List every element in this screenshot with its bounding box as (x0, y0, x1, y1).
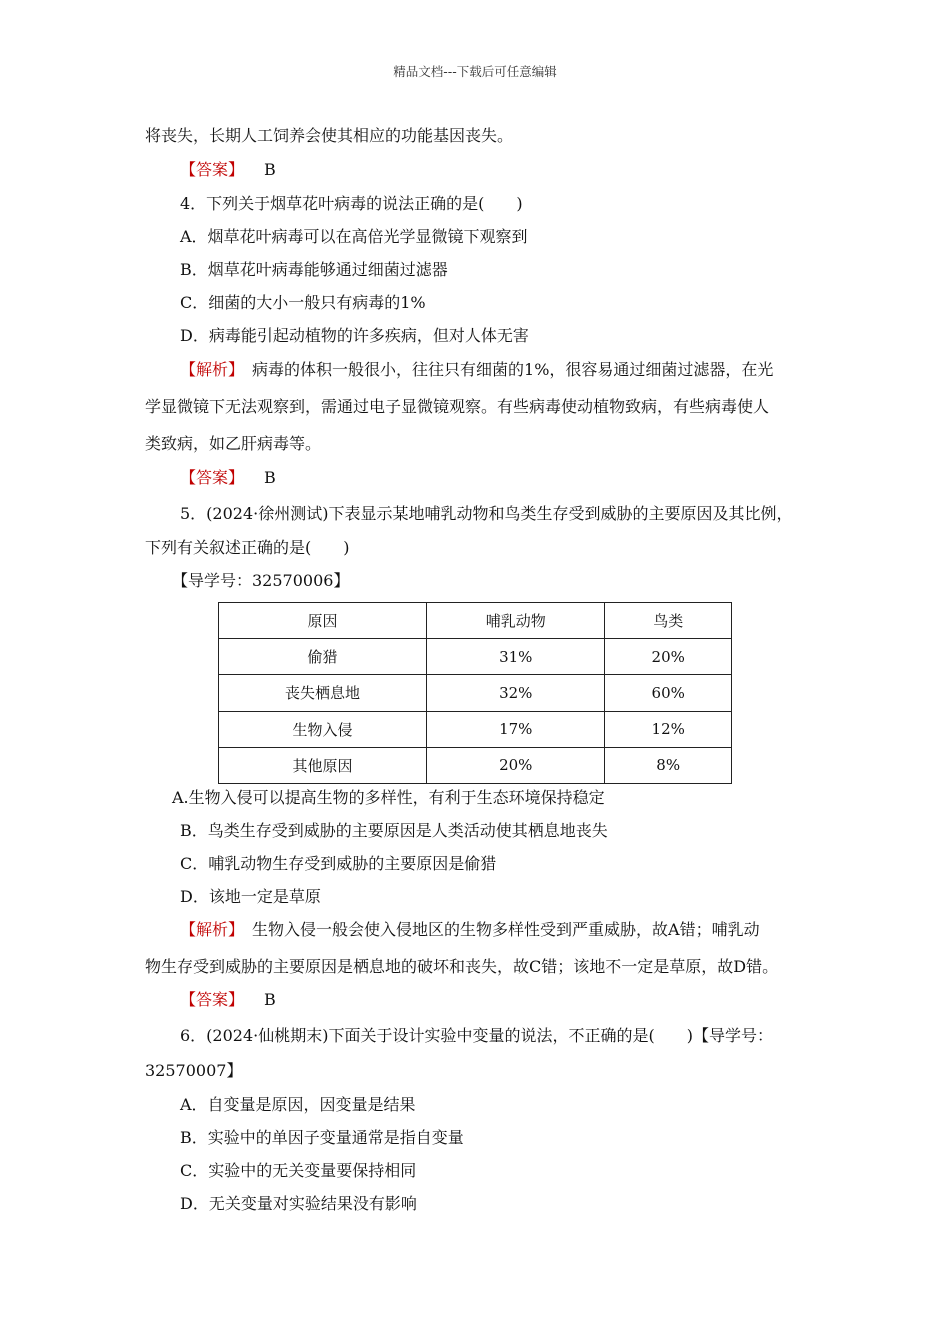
q5-option-b: B．鸟类生存受到威胁的主要原因是人类活动使其栖息地丧失 (180, 821, 608, 840)
q4-analysis-line-1 (180, 360, 773, 380)
q6-option-a: A．自变量是原因，因变量是结果 (180, 1095, 416, 1114)
q5-option-c: C．哺乳动物生存受到威胁的主要原因是偷猎 (180, 854, 497, 873)
answer-row-q3 (180, 160, 276, 180)
analysis-text: 病毒的体积一般很小，往往只有细菌的1%，很容易通过细菌过滤器，在光 (252, 360, 774, 379)
page-header: 精品文档---下载后可任意编辑 (393, 64, 557, 79)
analysis-text: 生物入侵一般会使入侵地区的生物多样性受到严重威胁，故A错；哺乳动 (252, 920, 760, 939)
guide-number: 【导学号：32570006】 (172, 571, 350, 590)
answer-label: 【答案】 (180, 160, 245, 179)
answer-label: 【答案】 (180, 990, 245, 1009)
question-6-line-1: 6．(2024·仙桃期末)下面关于设计实验中变量的说法，不正确的是( )【导学号： (180, 1026, 773, 1045)
q5-option-a: A.生物入侵可以提高生物的多样性，有利于生态环境保持稳定 (172, 788, 605, 807)
q4-analysis-line-3: 类致病，如乙肝病毒等。 (145, 434, 322, 453)
threat-table (218, 602, 732, 784)
question-6-line-2: 32570007】 (145, 1061, 243, 1080)
table-cell: 31% (427, 639, 605, 675)
table-cell: 12% (605, 711, 732, 747)
answer-value: B (264, 160, 276, 179)
table-cell: 20% (427, 747, 605, 783)
answer-value: B (264, 990, 276, 1009)
q6-option-d: D．无关变量对实验结果没有影响 (180, 1194, 417, 1213)
table-header-row (219, 603, 732, 639)
q4-option-a: A．烟草花叶病毒可以在高倍光学显微镜下观察到 (180, 227, 528, 246)
answer-label: 【答案】 (180, 468, 245, 487)
q4-option-b: B．烟草花叶病毒能够通过细菌过滤器 (180, 260, 448, 279)
question-5-line-2: 下列有关叙述正确的是( ) (145, 538, 350, 557)
analysis-label: 【解析】 (180, 360, 237, 379)
table-cell: 8% (605, 747, 732, 783)
table-cell: 60% (605, 675, 732, 711)
analysis-label: 【解析】 (180, 920, 237, 939)
table-row (219, 675, 732, 711)
table-cell: 其他原因 (219, 747, 427, 783)
table-row (219, 711, 732, 747)
table-row (219, 747, 732, 783)
table-cell: 32% (427, 675, 605, 711)
question-5-line-1: 5．(2024·徐州测试)下表显示某地哺乳动物和鸟类生存受到威胁的主要原因及其比例， (180, 504, 793, 523)
continued-text: 将丧失，长期人工饲养会使其相应的功能基因丧失。 (145, 126, 514, 145)
table-cell: 20% (605, 639, 732, 675)
header-cell: 原因 (219, 603, 427, 639)
q5-analysis-line-2: 物生存受到威胁的主要原因是栖息地的破坏和丧失，故C错；该地不一定是草原，故D错。 (145, 957, 779, 976)
header-cell: 哺乳动物 (427, 603, 605, 639)
table-row (219, 639, 732, 675)
q4-option-c: C．细菌的大小一般只有病毒的1% (180, 293, 426, 312)
q6-option-c: C．实验中的无关变量要保持相同 (180, 1161, 417, 1180)
header-cell: 鸟类 (605, 603, 732, 639)
q4-option-d: D．病毒能引起动植物的许多疾病，但对人体无害 (180, 326, 529, 345)
table-cell: 17% (427, 711, 605, 747)
q6-option-b: B．实验中的单因子变量通常是指自变量 (180, 1128, 464, 1147)
table-cell: 丧失栖息地 (219, 675, 427, 711)
answer-value: B (264, 468, 276, 487)
answer-row-q4 (180, 468, 276, 488)
answer-row-q5 (180, 990, 276, 1010)
table-cell: 生物入侵 (219, 711, 427, 747)
q5-option-d: D．该地一定是草原 (180, 887, 321, 906)
q4-analysis-line-2: 学显微镜下无法观察到，需通过电子显微镜观察。有些病毒使动植物致病，有些病毒使人 (145, 397, 770, 416)
q5-analysis-line-1 (180, 920, 760, 940)
question-4: 4．下列关于烟草花叶病毒的说法正确的是( ) (180, 194, 523, 213)
table-cell: 偷猎 (219, 639, 427, 675)
